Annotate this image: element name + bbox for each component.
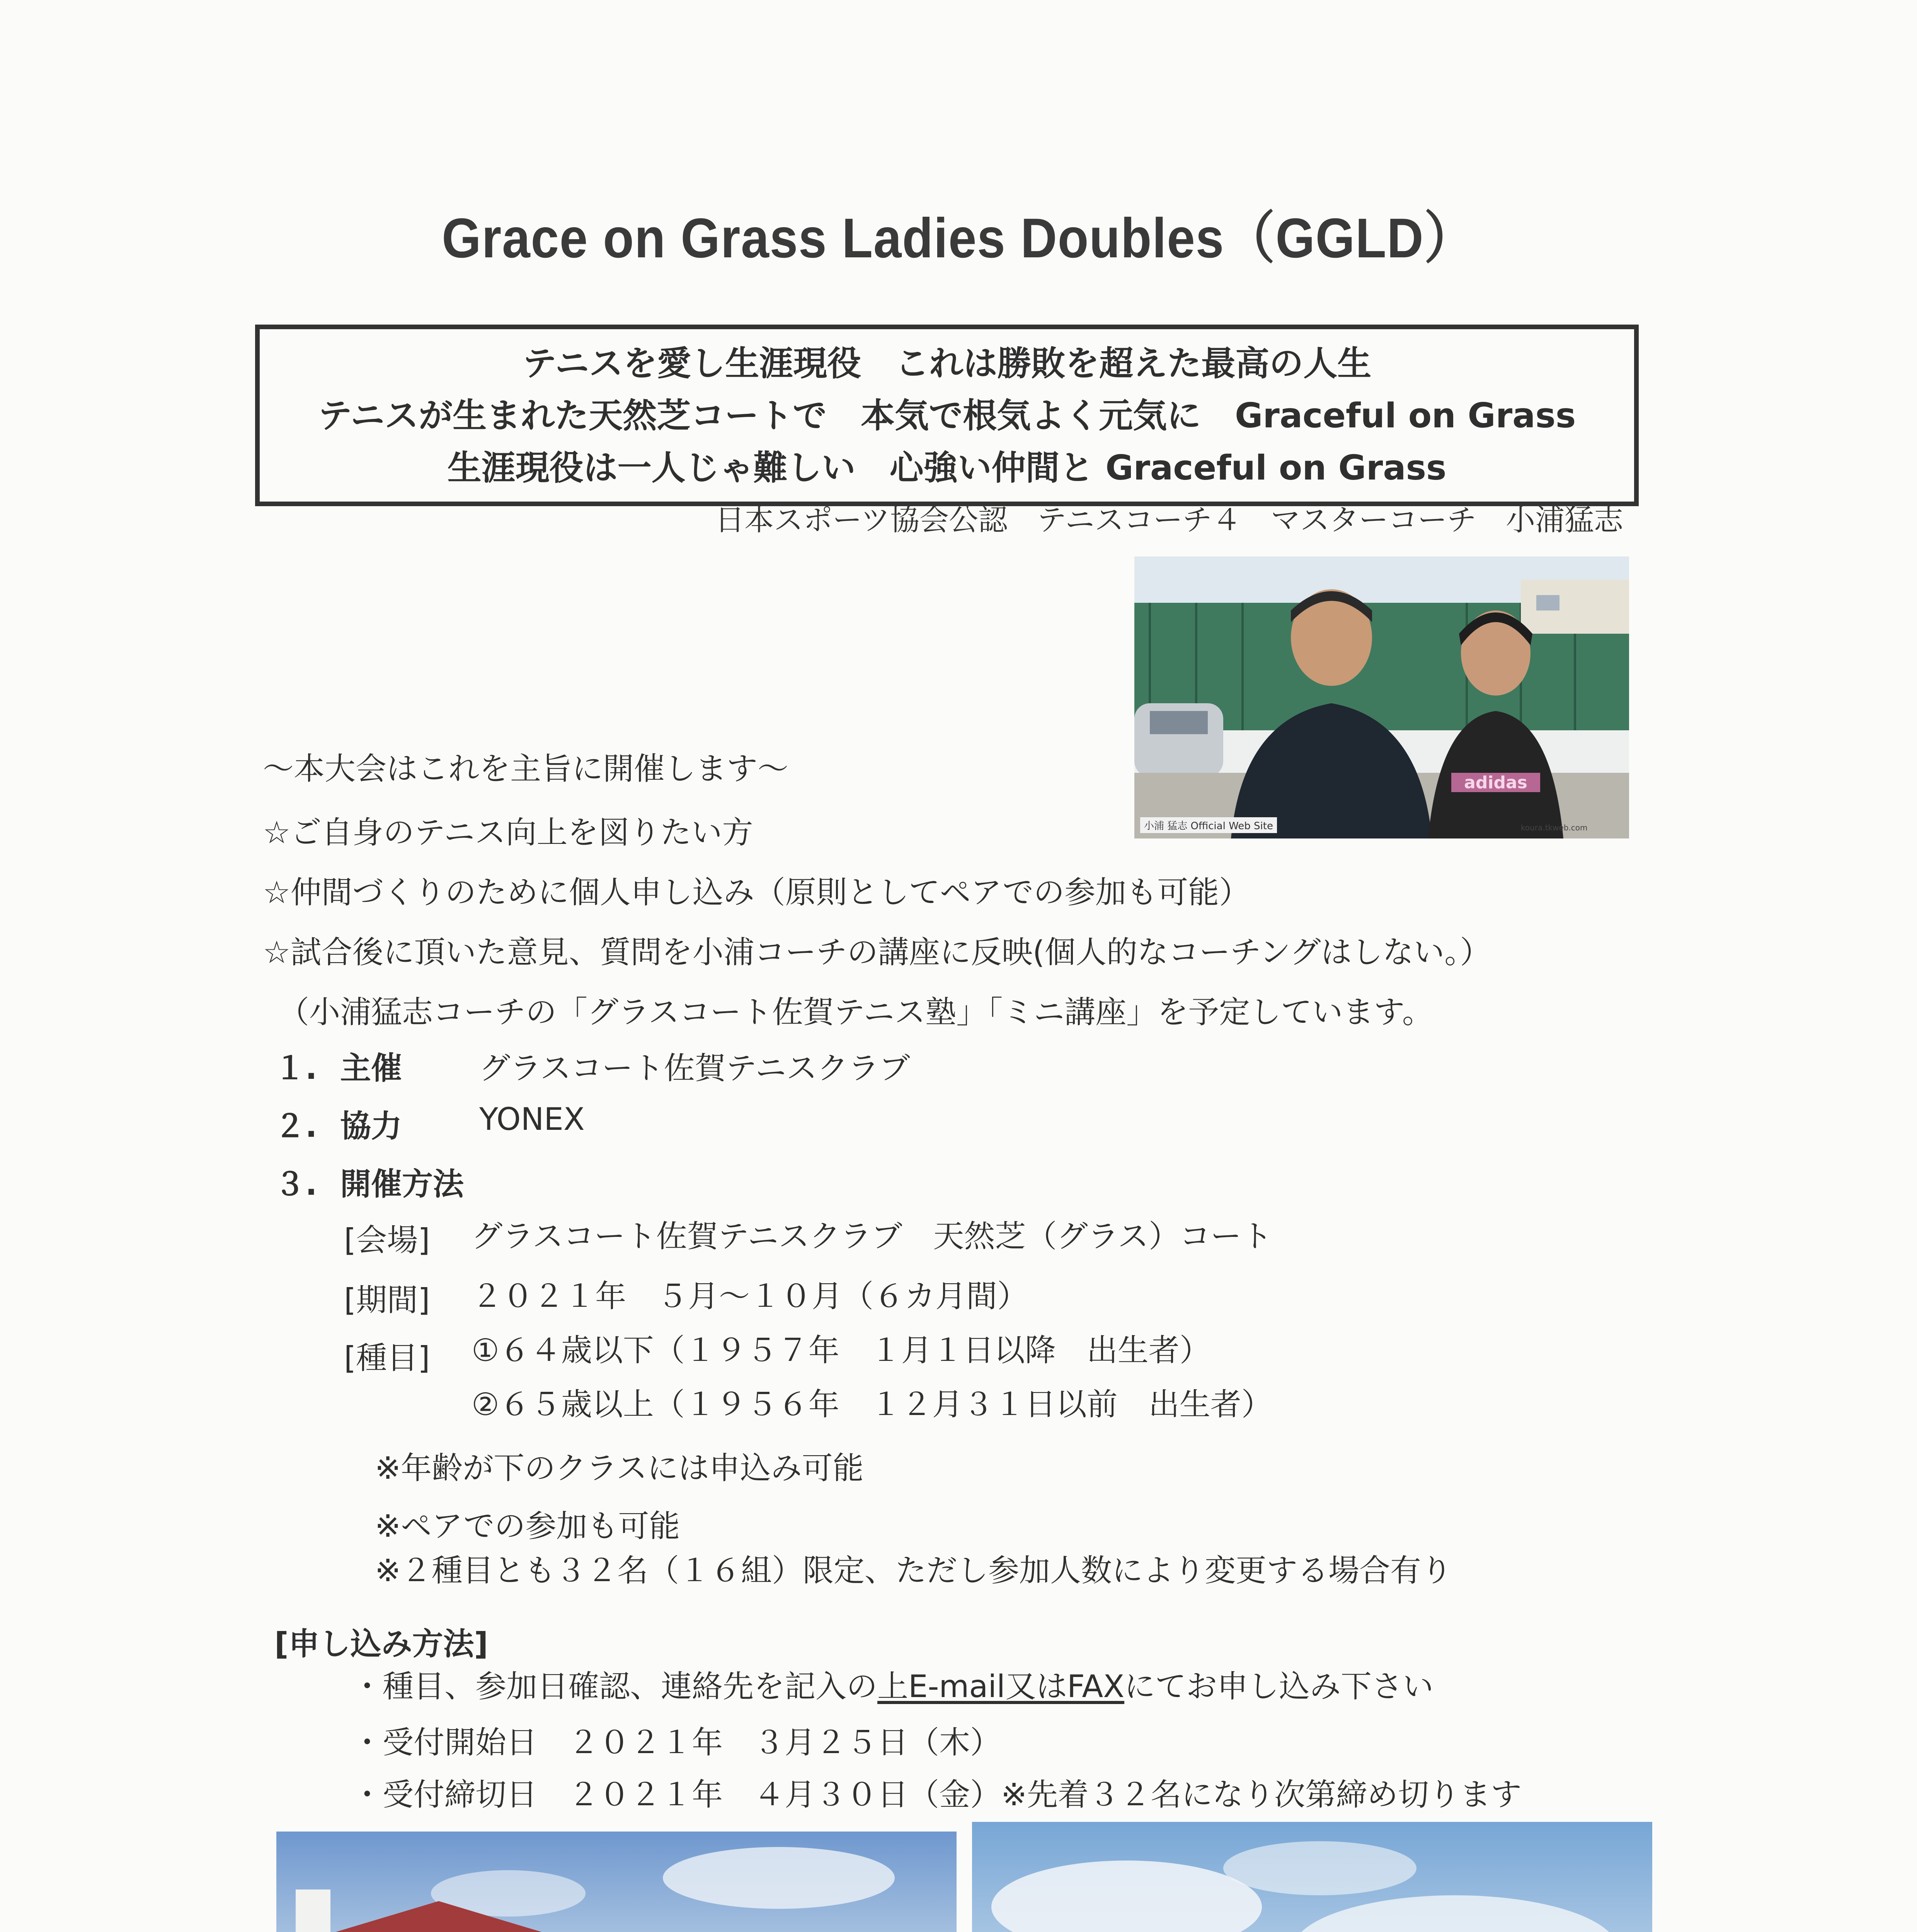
section-cooperation-value: YONEX — [479, 1101, 585, 1137]
intro-heading: ～本大会はこれを主旨に開催します～ — [263, 751, 788, 787]
event-item-2: ②６５歳以上（１９５６年 １２月３１日以前 出生者） — [472, 1386, 1272, 1422]
intro-note: （小浦猛志コーチの「グラスコート佐賀テニス塾」「ミニ講座」を予定しています。 — [278, 994, 1433, 1030]
coach-photo-caption: 小浦 猛志 Official Web Site — [1140, 817, 1277, 833]
intro-point-2: ☆仲間づくりのために個人申し込み（原則としてペアでの参加も可能） — [263, 874, 1250, 910]
event-item-1: ①６４歳以下（１９５７年 １月１日以降 出生者） — [472, 1332, 1210, 1368]
court-photo-clubhouse — [276, 1832, 957, 1932]
application-end-date: ・受付締切日 ２０２１年 ４月３０日（金）※先着３２名になり次第締め切ります — [352, 1777, 1522, 1813]
section-cooperation-number: ２. — [274, 1108, 317, 1144]
court-photo-grass-courts — [972, 1822, 1652, 1932]
period-value: ２０２１年 ５月～１０月（６カ月間） — [472, 1278, 1028, 1314]
venue-label: [会場] — [344, 1222, 430, 1258]
application-start-date: ・受付開始日 ２０２１年 ３月２５日（木） — [352, 1725, 1001, 1760]
court-photo-clubhouse-image — [276, 1832, 957, 1932]
motto-line-3: 生涯現役は一人じゃ難しい 心強い仲間と Graceful on Grass — [447, 447, 1447, 488]
venue-value: グラスコート佐賀テニスクラブ 天然芝（グラス）コート — [472, 1218, 1272, 1254]
coach-photo-shirt-text: adidas — [1464, 773, 1527, 793]
coach-certification: 日本スポーツ協会公認 テニスコーチ４ マスターコーチ 小浦猛志 — [715, 503, 1623, 537]
coach-photo-image — [1134, 556, 1629, 838]
section-host-label: 主催 — [340, 1050, 402, 1086]
intro-point-1: ☆ご自身のテニス向上を図りたい方 — [263, 815, 753, 850]
application-instructions-part-1: ・種目、参加日確認、連絡先を記入の — [352, 1668, 877, 1704]
application-heading: [申し込み方法] — [274, 1626, 489, 1662]
page-title: Grace on Grass Ladies Doubles（GGLD） — [442, 207, 1475, 269]
motto-box — [255, 325, 1639, 506]
section-host-value: グラスコート佐賀テニスクラブ — [479, 1050, 910, 1086]
coach-photo-url: koura.tkweb.com — [1521, 823, 1588, 832]
coach-photo — [1134, 556, 1629, 838]
event-note-3: ※２種目とも３２名（１６組）限定、ただし参加人数により変更する場合有り — [375, 1553, 1452, 1588]
motto-line-1: テニスを愛し生涯現役 これは勝敗を超えた最高の人生 — [522, 343, 1372, 383]
section-method-label: 開催方法 — [340, 1166, 464, 1202]
events-label: [種目] — [344, 1340, 430, 1376]
section-cooperation-label: 協力 — [340, 1108, 402, 1144]
motto-line-2: テニスが生まれた天然芝コートで 本気で根気よく元気に Graceful on Grass — [318, 395, 1576, 435]
application-instructions-method: 上E-mail又はFAX — [877, 1668, 1125, 1704]
section-host-number: １. — [274, 1050, 317, 1086]
application-instructions — [352, 1662, 1433, 1706]
event-note-1: ※年齢が下のクラスには申込み可能 — [375, 1450, 864, 1486]
application-instructions-part-2: にてお申し込み下さい — [1124, 1668, 1434, 1704]
period-label: [期間] — [344, 1282, 430, 1318]
section-method-number: ３. — [274, 1166, 317, 1202]
court-photo-grass-courts-image — [972, 1822, 1652, 1932]
intro-point-3: ☆試合後に頂いた意見、質問を小浦コーチの講座に反映(個人的なコーチングはしない。） — [263, 934, 1491, 970]
event-note-2: ※ペアでの参加も可能 — [375, 1508, 680, 1544]
